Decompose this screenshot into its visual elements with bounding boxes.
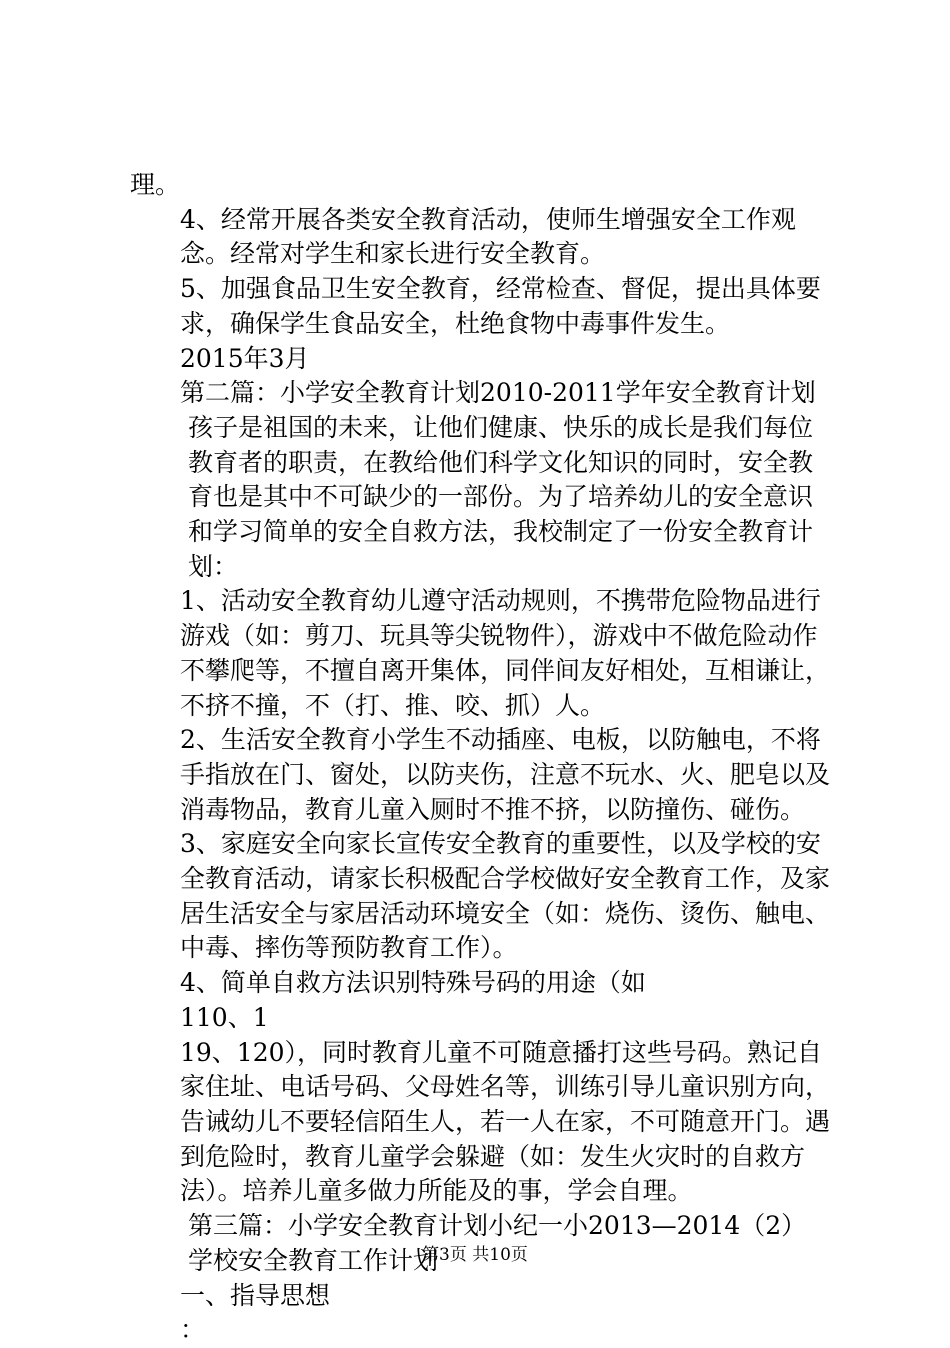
paragraph: 第二篇：小学安全教育计划2010-2011学年安全教育计划	[180, 378, 816, 408]
paragraph: 110、1	[180, 1002, 269, 1032]
paragraph: 一、指导思想	[180, 1280, 331, 1310]
document-body	[130, 168, 830, 1348]
paragraph: 5、加强食品卫生安全教育，经常检查、督促，提出具体要求，确保学生食品安全，杜绝食物中毒事件发生。	[180, 274, 821, 338]
paragraph: ：	[180, 1315, 206, 1345]
paragraph: 1、活动安全教育幼儿遵守活动规则，不携带危险物品进行游戏（如：剪刀、玩具等尖锐物件），游戏中不做危险动作不攀爬等，不擅自离开集体，同伴间友好相处，互相谦让，不挤不撞，不（打、推、咬、抓）人。	[180, 586, 831, 720]
paragraph: 2015年3月	[180, 343, 310, 373]
paragraph: 孩子是祖国的未来，让他们健康、快乐的成长是我们每位教育者的职责，在教给他们科学文化知识的同时，安全教育也是其中不可缺少的一部份。为了培养幼儿的安全意识和学习简单的安全自救方法，我校制定了一份安全教育计划：	[188, 412, 814, 581]
paragraph: 4、简单自救方法识别特殊号码的用途（如	[180, 968, 646, 998]
paragraph: 第三篇：小学安全教育计划小纪一小2013—2014（2）学校安全教育工作计划	[188, 1211, 807, 1275]
page-footer: 第3页 共10页	[422, 1245, 528, 1265]
paragraph: 理。	[130, 170, 181, 199]
paragraph: 4、经常开展各类安全教育活动，使师生增强安全工作观念。经常对学生和家长进行安全教育。	[180, 204, 796, 269]
paragraph: 3、家庭安全向家长宣传安全教育的重要性，以及学校的安全教育活动，请家长积极配合学校做好安全教育工作，及家居生活安全与家居活动环境安全（如：烧伤、烫伤、触电、中毒、摔伤等预防教育工作）。	[180, 829, 831, 963]
paragraph: 19、120），同时教育儿童不可随意播打这些号码。熟记自家住址、电话号码、父母姓名等，训练引导儿童识别方向，告诫幼儿不要轻信陌生人，若一人在家，不可随意开门。遇到危险时，教育儿童学会躲避（如：发生火灾时的自救方法）。培养儿童多做力所能及的事，学会自理。	[180, 1037, 831, 1206]
paragraph: 2、生活安全教育小学生不动插座、电板，以防触电，不将手指放在门、窗处，以防夹伤，注意不玩水、火、肥皂以及消毒物品，教育儿童入厕时不推不挤，以防撞伤、碰伤。	[180, 725, 831, 824]
